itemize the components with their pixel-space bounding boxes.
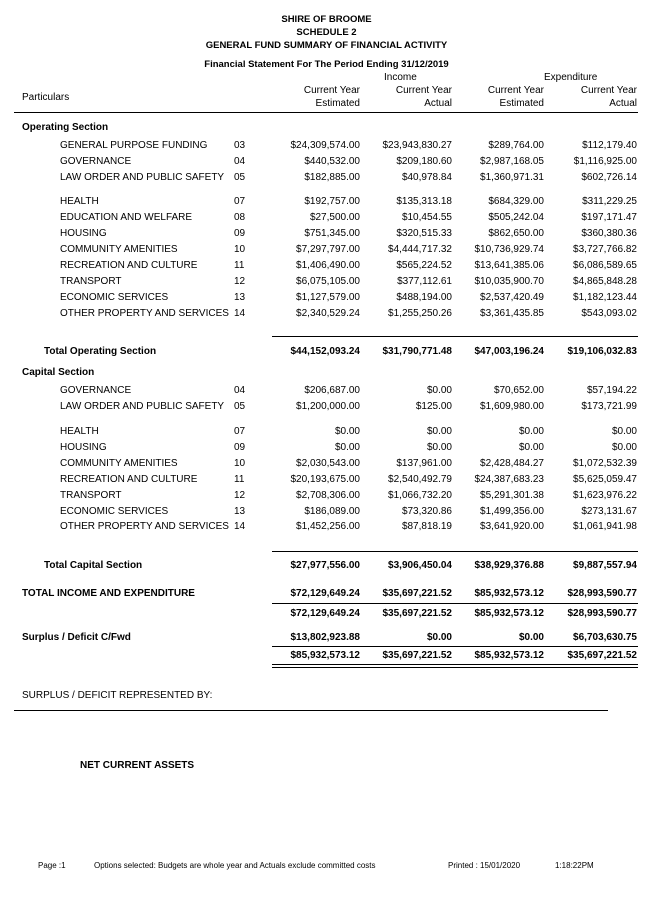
col3-heading-line2: Estimated bbox=[499, 98, 544, 109]
report-subtitle: Financial Statement For The Period Ending 31/12/2019 bbox=[204, 59, 449, 70]
row-value: $0.00 bbox=[334, 426, 360, 437]
row-value: $1,116,925.00 bbox=[573, 156, 637, 167]
row-value: $10,736,929.74 bbox=[474, 244, 544, 255]
row-code: 13 bbox=[234, 292, 246, 303]
row-value: $209,180.60 bbox=[396, 156, 452, 167]
col2-heading-line2: Actual bbox=[424, 98, 452, 109]
row-name: ECONOMIC SERVICES bbox=[60, 506, 169, 517]
row-value: $1,609,980.00 bbox=[480, 401, 544, 412]
total-value: $9,887,557.94 bbox=[573, 560, 637, 571]
row-code: 14 bbox=[234, 521, 246, 532]
row-name: COMMUNITY AMENITIES bbox=[60, 244, 178, 255]
row-value: $1,200,000.00 bbox=[296, 401, 360, 412]
table-row bbox=[0, 426, 653, 440]
row-name: HOUSING bbox=[60, 228, 107, 239]
row-code: 10 bbox=[234, 244, 246, 255]
row-value: $73,320.86 bbox=[401, 506, 452, 517]
row-value: $2,340,529.24 bbox=[296, 308, 360, 319]
row-value: $4,444,717.32 bbox=[388, 244, 452, 255]
table-row bbox=[0, 212, 653, 226]
row-value: $0.00 bbox=[426, 426, 452, 437]
row-name: EDUCATION AND WELFARE bbox=[60, 212, 193, 223]
row-value: $112,179.40 bbox=[582, 140, 637, 151]
row-code: 13 bbox=[234, 506, 246, 517]
row-code: 09 bbox=[234, 228, 246, 239]
operating-section-heading: Operating Section bbox=[22, 122, 109, 133]
income-heading: Income bbox=[384, 72, 417, 83]
schedule-label: SCHEDULE 2 bbox=[296, 27, 357, 38]
row-value: $289,764.00 bbox=[488, 140, 544, 151]
operating-total-rule bbox=[272, 336, 638, 337]
row-value: $1,061,941.98 bbox=[573, 521, 637, 532]
row-value: $1,066,732.20 bbox=[388, 490, 452, 501]
net-current-assets-label: NET CURRENT ASSETS bbox=[80, 760, 195, 771]
surplus-value: $0.00 bbox=[426, 632, 452, 643]
table-row bbox=[0, 521, 653, 535]
total-value: $85,932,573.12 bbox=[474, 608, 544, 619]
row-value: $192,757.00 bbox=[304, 196, 360, 207]
row-value: $2,428,484.27 bbox=[480, 458, 544, 469]
row-value: $197,171.47 bbox=[581, 212, 637, 223]
surplus-value: $13,802,923.88 bbox=[290, 632, 360, 643]
col2-heading-line1: Current Year bbox=[395, 85, 452, 96]
total-value: $72,129,649.24 bbox=[290, 588, 360, 599]
row-value: $70,652.00 bbox=[493, 385, 544, 396]
row-value: $173,721.99 bbox=[581, 401, 637, 412]
table-row bbox=[0, 506, 653, 520]
row-value: $186,089.00 bbox=[304, 506, 360, 517]
row-value: $57,194.22 bbox=[586, 385, 637, 396]
row-value: $602,726.14 bbox=[581, 172, 637, 183]
row-value: $0.00 bbox=[426, 442, 452, 453]
total-value: $35,697,221.52 bbox=[382, 588, 452, 599]
row-value: $440,532.00 bbox=[304, 156, 360, 167]
row-value: $684,329.00 bbox=[488, 196, 544, 207]
capital-total-rule bbox=[272, 551, 638, 552]
table-row bbox=[0, 442, 653, 456]
row-code: 11 bbox=[234, 474, 245, 485]
row-value: $565,224.52 bbox=[396, 260, 452, 271]
row-value: $1,182,123.44 bbox=[573, 292, 637, 303]
footer-printed: Printed : 15/01/2020 bbox=[448, 861, 521, 870]
row-value: $1,360,971.31 bbox=[480, 172, 544, 183]
row-name: RECREATION AND CULTURE bbox=[60, 260, 198, 271]
col4-heading-line2: Actual bbox=[609, 98, 637, 109]
row-code: 07 bbox=[234, 196, 246, 207]
row-value: $1,406,490.00 bbox=[296, 260, 360, 271]
row-code: 12 bbox=[234, 276, 246, 287]
row-code: 04 bbox=[234, 385, 246, 396]
table-row bbox=[0, 292, 653, 306]
grand-total-rule bbox=[272, 603, 638, 604]
row-value: $488,194.00 bbox=[396, 292, 452, 303]
row-value: $2,540,492.79 bbox=[388, 474, 452, 485]
header-rule bbox=[14, 112, 638, 113]
row-value: $23,943,830.27 bbox=[382, 140, 452, 151]
total-value: $3,906,450.04 bbox=[388, 560, 452, 571]
total-value: $85,932,573.12 bbox=[474, 588, 544, 599]
row-value: $0.00 bbox=[426, 385, 452, 396]
total-value: $85,932,573.12 bbox=[474, 650, 544, 661]
row-value: $135,313.18 bbox=[396, 196, 452, 207]
row-code: 04 bbox=[234, 156, 246, 167]
row-code: 08 bbox=[234, 212, 246, 223]
row-code: 03 bbox=[234, 140, 246, 151]
footer-page: Page :1 bbox=[38, 861, 66, 870]
row-value: $2,030,543.00 bbox=[296, 458, 360, 469]
total-value: $85,932,573.12 bbox=[290, 650, 360, 661]
col3-heading-line1: Current Year bbox=[487, 85, 544, 96]
row-value: $2,708,306.00 bbox=[296, 490, 360, 501]
total-label: Total Operating Section bbox=[44, 346, 157, 357]
org-name: SHIRE OF BROOME bbox=[281, 14, 372, 25]
table-row bbox=[0, 140, 653, 154]
total-value: $28,993,590.77 bbox=[567, 608, 637, 619]
row-value: $3,727,766.82 bbox=[573, 244, 637, 255]
expenditure-heading: Expenditure bbox=[544, 72, 598, 83]
row-code: 12 bbox=[234, 490, 246, 501]
row-name: LAW ORDER AND PUBLIC SAFETY bbox=[60, 401, 225, 412]
row-code: 10 bbox=[234, 458, 246, 469]
row-value: $27,500.00 bbox=[309, 212, 360, 223]
row-value: $5,625,059.47 bbox=[573, 474, 637, 485]
row-value: $0.00 bbox=[518, 426, 544, 437]
row-code: 07 bbox=[234, 426, 246, 437]
grand-total-label: TOTAL INCOME AND EXPENDITURE bbox=[22, 588, 195, 599]
row-value: $20,193,675.00 bbox=[290, 474, 360, 485]
row-value: $206,687.00 bbox=[304, 385, 360, 396]
row-value: $5,291,301.38 bbox=[480, 490, 544, 501]
table-row bbox=[0, 156, 653, 170]
row-value: $87,818.19 bbox=[401, 521, 452, 532]
row-code: 14 bbox=[234, 308, 246, 319]
row-value: $0.00 bbox=[518, 442, 544, 453]
footer-time: 1:18:22PM bbox=[555, 861, 594, 870]
row-name: GENERAL PURPOSE FUNDING bbox=[60, 140, 208, 151]
row-value: $3,641,920.00 bbox=[480, 521, 544, 532]
total-value: $72,129,649.24 bbox=[290, 608, 360, 619]
row-value: $1,452,256.00 bbox=[296, 521, 360, 532]
row-code: 05 bbox=[234, 172, 246, 183]
row-value: $1,127,579.00 bbox=[296, 292, 360, 303]
row-value: $6,075,105.00 bbox=[296, 276, 360, 287]
row-value: $1,499,356.00 bbox=[480, 506, 544, 517]
row-value: $2,537,420.49 bbox=[480, 292, 544, 303]
row-value: $1,255,250.26 bbox=[388, 308, 452, 319]
total-value: $38,929,376.88 bbox=[474, 560, 544, 571]
table-row bbox=[0, 228, 653, 242]
row-value: $7,297,797.00 bbox=[296, 244, 360, 255]
row-value: $1,072,532.39 bbox=[573, 458, 637, 469]
table-row bbox=[0, 276, 653, 290]
total-value: $19,106,032.83 bbox=[567, 346, 637, 357]
surplus-label: Surplus / Deficit C/Fwd bbox=[22, 632, 131, 643]
row-value: $273,131.67 bbox=[581, 506, 637, 517]
table-row bbox=[0, 401, 653, 415]
row-value: $543,093.02 bbox=[581, 308, 637, 319]
row-value: $182,885.00 bbox=[304, 172, 360, 183]
row-value: $24,387,683.23 bbox=[474, 474, 544, 485]
row-name: HOUSING bbox=[60, 442, 107, 453]
row-name: ECONOMIC SERVICES bbox=[60, 292, 169, 303]
surplus-value: $0.00 bbox=[518, 632, 544, 643]
row-value: $125.00 bbox=[415, 401, 452, 412]
total-value: $35,697,221.52 bbox=[567, 650, 637, 661]
row-value: $0.00 bbox=[611, 442, 637, 453]
row-value: $40,978.84 bbox=[401, 172, 452, 183]
represented-by-label: SURPLUS / DEFICIT REPRESENTED BY: bbox=[22, 690, 213, 701]
table-row bbox=[0, 244, 653, 258]
row-name: HEALTH bbox=[60, 196, 99, 207]
surplus-rule bbox=[272, 646, 638, 647]
row-name: RECREATION AND CULTURE bbox=[60, 474, 198, 485]
row-value: $24,309,574.00 bbox=[290, 140, 360, 151]
row-value: $137,961.00 bbox=[396, 458, 452, 469]
row-name: HEALTH bbox=[60, 426, 99, 437]
double-rule-top bbox=[272, 664, 638, 665]
total-value: $28,993,590.77 bbox=[567, 588, 637, 599]
row-value: $862,650.00 bbox=[488, 228, 544, 239]
row-name: GOVERNANCE bbox=[60, 156, 132, 167]
particulars-heading: Particulars bbox=[22, 92, 70, 103]
row-name: TRANSPORT bbox=[60, 276, 122, 287]
row-value: $505,242.04 bbox=[488, 212, 544, 223]
row-value: $377,112.61 bbox=[397, 276, 452, 287]
row-name: TRANSPORT bbox=[60, 490, 122, 501]
row-value: $10,454.55 bbox=[401, 212, 452, 223]
row-value: $751,345.00 bbox=[304, 228, 360, 239]
row-value: $13,641,385.06 bbox=[474, 260, 544, 271]
row-value: $2,987,168.05 bbox=[480, 156, 544, 167]
row-code: 09 bbox=[234, 442, 246, 453]
row-name: LAW ORDER AND PUBLIC SAFETY bbox=[60, 172, 225, 183]
col4-heading-line1: Current Year bbox=[580, 85, 637, 96]
table-row bbox=[0, 385, 653, 399]
row-value: $0.00 bbox=[611, 426, 637, 437]
row-name: COMMUNITY AMENITIES bbox=[60, 458, 178, 469]
row-value: $4,865,848.28 bbox=[573, 276, 637, 287]
row-code: 11 bbox=[234, 260, 245, 271]
table-row bbox=[0, 196, 653, 210]
col1-heading-line2: Estimated bbox=[315, 98, 360, 109]
total-value: $31,790,771.48 bbox=[382, 346, 452, 357]
row-value: $360,380.36 bbox=[581, 228, 637, 239]
table-row bbox=[0, 308, 653, 322]
table-row bbox=[0, 490, 653, 504]
capital-section-heading: Capital Section bbox=[22, 367, 95, 378]
row-name: OTHER PROPERTY AND SERVICES bbox=[60, 308, 229, 319]
row-value: $0.00 bbox=[334, 442, 360, 453]
row-value: $1,623,976.22 bbox=[573, 490, 637, 501]
total-value: $27,977,556.00 bbox=[290, 560, 360, 571]
table-row bbox=[0, 260, 653, 274]
row-value: $6,086,589.65 bbox=[573, 260, 637, 271]
table-row bbox=[0, 172, 653, 186]
table-row bbox=[0, 474, 653, 488]
double-rule-bottom bbox=[272, 667, 638, 668]
footer-options: Options selected: Budgets are whole year and Actuals exclude committed costs bbox=[94, 861, 376, 870]
row-name: GOVERNANCE bbox=[60, 385, 132, 396]
total-value: $35,697,221.52 bbox=[382, 650, 452, 661]
row-value: $320,515.33 bbox=[396, 228, 452, 239]
row-name: OTHER PROPERTY AND SERVICES bbox=[60, 521, 229, 532]
row-value: $10,035,900.70 bbox=[474, 276, 544, 287]
row-value: $311,229.25 bbox=[582, 196, 637, 207]
col1-heading-line1: Current Year bbox=[303, 85, 360, 96]
total-value: $44,152,093.24 bbox=[290, 346, 360, 357]
table-row bbox=[0, 458, 653, 472]
report-title: GENERAL FUND SUMMARY OF FINANCIAL ACTIVITY bbox=[205, 40, 448, 51]
row-value: $3,361,435.85 bbox=[480, 308, 544, 319]
total-label: Total Capital Section bbox=[44, 560, 143, 571]
surplus-value: $6,703,630.75 bbox=[573, 632, 637, 643]
total-value: $35,697,221.52 bbox=[382, 608, 452, 619]
total-value: $47,003,196.24 bbox=[474, 346, 544, 357]
row-code: 05 bbox=[234, 401, 246, 412]
represented-rule bbox=[14, 710, 608, 711]
